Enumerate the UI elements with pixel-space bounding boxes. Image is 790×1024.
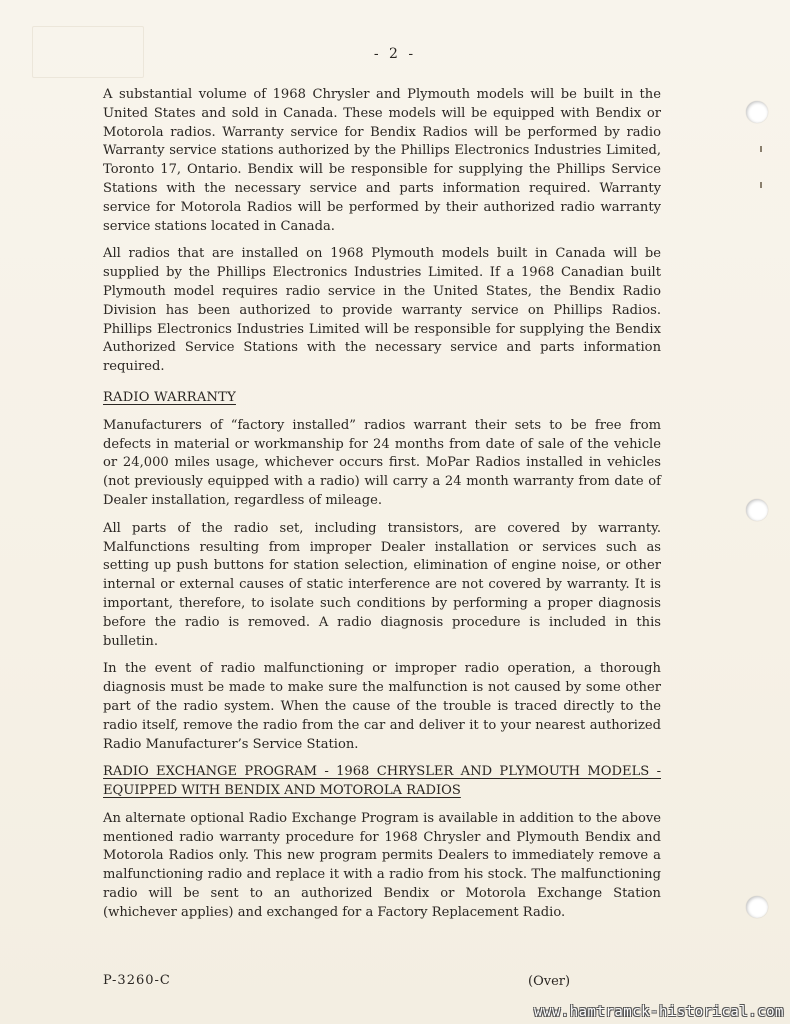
paragraph-canada-sales: A substantial volume of 1968 Chrysler and Plymouth models will be built in the United States and sold in Canada. These models will be equipped with Bendix or Motorola radios. Warranty service for Bendix Radios will be performed by radio Warranty service stations authorized by the Phillips Electronics Industries Limited, Toronto 17, Ontario. Bendix will be responsible for supplying the Phillips Service Stations with the necessary service and parts information required. Warranty service for Motorola Radios will be performed by their authorized radio warranty service stations located in Canada. bbox=[103, 87, 661, 234]
over-note: (Over) bbox=[528, 974, 571, 989]
document-code: P-3260-C bbox=[103, 973, 171, 988]
paragraph-diagnosis: In the event of radio malfunctioning or improper radio operation, a thorough diagnosis must be made to make sure the malfunction is not caused by some other part of the radio system. When the cause of the trouble is traced directly to the radio itself, remove the radio from the car and deliver it to your nearest authorized Radio Manufacturer’s Service Station. bbox=[103, 661, 661, 752]
paragraph-plymouth-canada: All radios that are installed on 1968 Plymouth models built in Canada will be supplied by the Phillips Electronics Industries Limited. If a 1968 Canadian built Plymouth model requires radio service in the United States, the Bendix Radio Division has been authorized to provide warranty service on Phillips Radios. Phillips Electronics Industries Limited will be responsible for supplying the Bendix Authorized Service Stations with the necessary service and parts information required. bbox=[103, 246, 661, 375]
binder-hole-top bbox=[746, 101, 768, 123]
heading-radio-warranty: RADIO WARRANTY bbox=[103, 389, 236, 405]
margin-mark bbox=[760, 182, 762, 188]
paragraph-parts-coverage: All parts of the radio set, including transistors, are covered by warranty. Malfunctions resulting from improper Dealer installation or services such as setting up push buttons for station selection, elimination of engine noise, or other internal or external causes of static interference are not covered by warranty. It is important, therefore, to isolate such conditions by performing a proper diagnosis before the radio is removed. A radio diagnosis procedure is included in this bulletin. bbox=[103, 520, 661, 649]
paragraph-exchange-program: An alternate optional Radio Exchange Program is available in addition to the above mentioned radio warranty procedure for 1968 Chrysler and Plymouth Bendix and Motorola Radios only. This new program permits Dealers to immediately remove a malfunctioning radio and replace it with a radio from his stock. The malfunctioning radio will be sent to an authorized Bendix or Motorola Exchange Station (whichever applies) and exchanged for a Factory Replacement Radio. bbox=[103, 810, 661, 920]
page-number: - 2 - bbox=[373, 46, 417, 62]
bulletin-body bbox=[103, 86, 661, 932]
binder-hole-middle bbox=[746, 499, 768, 521]
paragraph-warranty-terms: Manufacturers of “factory installed” radios warrant their sets to be free from defects in material or workmanship for 24 months from date of sale of the vehicle or 24,000 miles usage, whichever occurs first. MoPar Radios installed in vehicles (not previously equipped with a radio) will carry a 24 month warranty from date of Dealer installation, regardless of mileage. bbox=[103, 417, 661, 508]
margin-mark bbox=[760, 146, 762, 152]
binder-hole-bottom bbox=[746, 896, 768, 918]
site-watermark: www.hamtramck-historical.com bbox=[533, 1004, 784, 1020]
heading-radio-exchange: RADIO EXCHANGE PROGRAM - 1968 CHRYSLER AND PLYMOUTH MODELS - EQUIPPED WITH BENDIX AND MOTOROLA RADIOS bbox=[103, 764, 661, 799]
